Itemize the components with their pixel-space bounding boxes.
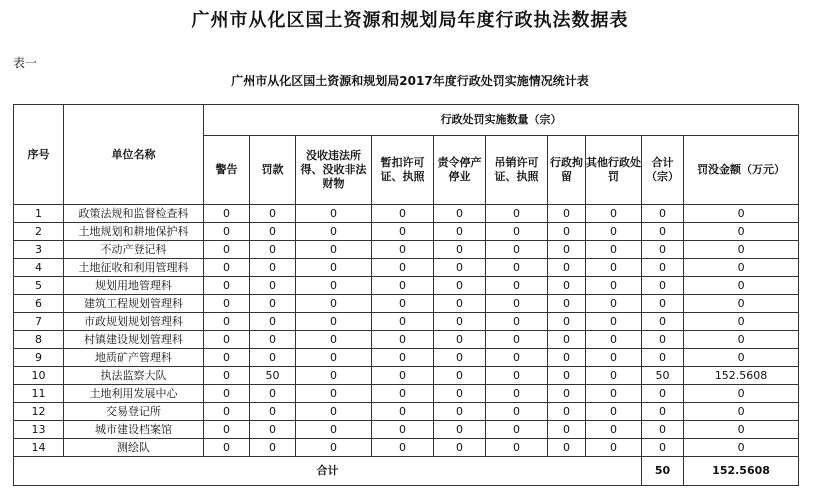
- row-value: 0: [548, 403, 586, 421]
- row-value: 0: [296, 403, 372, 421]
- row-value: 0: [486, 241, 548, 259]
- row-value: 0: [548, 385, 586, 403]
- row-value: 0: [642, 295, 684, 313]
- row-value: 0: [434, 241, 486, 259]
- row-value: 0: [434, 385, 486, 403]
- row-value: 0: [204, 331, 250, 349]
- row-value: 0: [548, 223, 586, 241]
- row-value: 0: [642, 331, 684, 349]
- header-total-count: 合计（宗）: [642, 136, 684, 205]
- table-row: [14, 313, 799, 331]
- row-value: 0: [586, 277, 642, 295]
- row-value: 0: [204, 241, 250, 259]
- row-value: 0: [586, 313, 642, 331]
- row-value: 0: [684, 259, 799, 277]
- table-row: [14, 295, 799, 313]
- row-value: 0: [684, 421, 799, 439]
- row-value: 0: [250, 421, 296, 439]
- row-value: 0: [684, 403, 799, 421]
- row-unit-name: 交易登记所: [64, 403, 204, 421]
- table-label: 表一: [13, 56, 38, 70]
- table-row: [14, 403, 799, 421]
- row-value: 0: [642, 277, 684, 295]
- row-index: 10: [14, 367, 64, 385]
- row-unit-name: 地质矿产管理科: [64, 349, 204, 367]
- row-value: 0: [296, 331, 372, 349]
- row-value: 0: [296, 259, 372, 277]
- table-row: [14, 277, 799, 295]
- row-value: 0: [586, 241, 642, 259]
- row-index: 2: [14, 223, 64, 241]
- row-value: 0: [250, 259, 296, 277]
- row-value: 0: [486, 331, 548, 349]
- row-value: 0: [372, 439, 434, 457]
- row-unit-name: 土地规划和耕地保护科: [64, 223, 204, 241]
- row-value: 0: [204, 313, 250, 331]
- row-value: 0: [250, 385, 296, 403]
- table-title: 广州市从化区国土资源和规划局2017年度行政处罚实施情况统计表: [231, 74, 589, 88]
- row-value: 0: [372, 295, 434, 313]
- header-other-penalty: 其他行政处罚: [586, 136, 642, 205]
- row-value: 0: [642, 313, 684, 331]
- row-index: 13: [14, 421, 64, 439]
- row-value: 50: [250, 367, 296, 385]
- row-value: 0: [486, 439, 548, 457]
- table-row: [14, 241, 799, 259]
- row-value: 0: [548, 349, 586, 367]
- row-value: 0: [250, 295, 296, 313]
- row-value: 0: [486, 223, 548, 241]
- row-unit-name: 土地征收和利用管理科: [64, 259, 204, 277]
- row-value: 0: [434, 277, 486, 295]
- row-value: 50: [642, 367, 684, 385]
- total-label: 合计: [14, 457, 642, 486]
- row-value: 0: [486, 385, 548, 403]
- table-row: [14, 385, 799, 403]
- row-value: 0: [434, 421, 486, 439]
- table-row: [14, 349, 799, 367]
- row-index: 12: [14, 403, 64, 421]
- row-value: 0: [642, 403, 684, 421]
- row-value: 0: [642, 439, 684, 457]
- row-value: 0: [434, 439, 486, 457]
- row-index: 11: [14, 385, 64, 403]
- row-value: 0: [434, 205, 486, 223]
- row-value: 0: [372, 349, 434, 367]
- row-value: 0: [586, 349, 642, 367]
- row-value: 0: [642, 349, 684, 367]
- row-value: 0: [586, 403, 642, 421]
- row-value: 0: [642, 223, 684, 241]
- row-value: 0: [204, 421, 250, 439]
- row-value: 0: [250, 331, 296, 349]
- row-value: 0: [434, 349, 486, 367]
- table-row: [14, 367, 799, 385]
- row-value: 0: [548, 367, 586, 385]
- row-value: 0: [548, 439, 586, 457]
- row-value: 0: [250, 205, 296, 223]
- row-unit-name: 测绘队: [64, 439, 204, 457]
- header-license-suspension: 暂扣许可证、执照: [372, 136, 434, 205]
- total-count: 50: [642, 457, 684, 486]
- row-value: 0: [372, 205, 434, 223]
- row-value: 0: [204, 223, 250, 241]
- row-value: 0: [296, 295, 372, 313]
- row-value: 0: [204, 439, 250, 457]
- row-value: 0: [372, 421, 434, 439]
- row-value: 0: [548, 277, 586, 295]
- penalty-statistics-table: [13, 104, 799, 486]
- row-value: 0: [296, 349, 372, 367]
- row-value: 0: [684, 349, 799, 367]
- row-value: 0: [486, 295, 548, 313]
- row-unit-name: 城市建设档案馆: [64, 421, 204, 439]
- row-index: 8: [14, 331, 64, 349]
- row-value: 0: [250, 349, 296, 367]
- row-value: 0: [250, 277, 296, 295]
- row-value: 0: [586, 259, 642, 277]
- row-value: 0: [548, 205, 586, 223]
- row-value: 0: [586, 295, 642, 313]
- row-value: 0: [204, 349, 250, 367]
- row-unit-name: 土地利用发展中心: [64, 385, 204, 403]
- row-value: 0: [204, 367, 250, 385]
- row-value: 0: [250, 439, 296, 457]
- row-value: 0: [684, 205, 799, 223]
- row-value: 0: [296, 421, 372, 439]
- row-value: 0: [434, 331, 486, 349]
- row-index: 6: [14, 295, 64, 313]
- table-row: [14, 259, 799, 277]
- row-value: 152.5608: [684, 367, 799, 385]
- row-value: 0: [372, 331, 434, 349]
- row-value: 0: [684, 241, 799, 259]
- table-row: [14, 205, 799, 223]
- row-value: 0: [372, 403, 434, 421]
- row-value: 0: [586, 421, 642, 439]
- header-production-halt: 责令停产停业: [434, 136, 486, 205]
- row-value: 0: [296, 367, 372, 385]
- row-value: 0: [372, 313, 434, 331]
- row-unit-name: 村镇建设规划管理科: [64, 331, 204, 349]
- row-value: 0: [250, 223, 296, 241]
- table-row: [14, 421, 799, 439]
- header-index: 序号: [14, 105, 64, 205]
- header-unit-name: 单位名称: [64, 105, 204, 205]
- row-value: 0: [486, 367, 548, 385]
- row-value: 0: [486, 259, 548, 277]
- row-value: 0: [586, 205, 642, 223]
- row-value: 0: [684, 331, 799, 349]
- row-value: 0: [548, 241, 586, 259]
- header-amount: 罚没金额（万元）: [684, 136, 799, 205]
- header-detention: 行政拘留: [548, 136, 586, 205]
- row-value: 0: [372, 385, 434, 403]
- row-value: 0: [296, 277, 372, 295]
- row-value: 0: [586, 223, 642, 241]
- row-value: 0: [486, 205, 548, 223]
- table-row: [14, 331, 799, 349]
- header-license-revocation: 吊销许可证、执照: [486, 136, 548, 205]
- row-value: 0: [372, 241, 434, 259]
- row-value: 0: [434, 259, 486, 277]
- row-value: 0: [548, 313, 586, 331]
- row-value: 0: [250, 313, 296, 331]
- row-value: 0: [642, 259, 684, 277]
- row-index: 5: [14, 277, 64, 295]
- row-value: 0: [434, 403, 486, 421]
- row-index: 1: [14, 205, 64, 223]
- row-unit-name: 市政规划规划管理科: [64, 313, 204, 331]
- page-title: 广州市从化区国土资源和规划局年度行政执法数据表: [191, 10, 629, 31]
- row-value: 0: [548, 331, 586, 349]
- row-value: 0: [434, 223, 486, 241]
- row-value: 0: [684, 295, 799, 313]
- row-value: 0: [204, 205, 250, 223]
- row-value: 0: [684, 313, 799, 331]
- header-fine: 罚款: [250, 136, 296, 205]
- row-value: 0: [372, 367, 434, 385]
- row-value: 0: [296, 241, 372, 259]
- row-value: 0: [434, 367, 486, 385]
- row-value: 0: [548, 295, 586, 313]
- header-penalty-count-group: 行政处罚实施数量（宗）: [204, 105, 799, 136]
- row-value: 0: [372, 277, 434, 295]
- row-value: 0: [204, 295, 250, 313]
- row-value: 0: [684, 223, 799, 241]
- row-value: 0: [372, 223, 434, 241]
- row-value: 0: [434, 313, 486, 331]
- row-value: 0: [204, 259, 250, 277]
- row-unit-name: 不动产登记科: [64, 241, 204, 259]
- header-confiscation: 没收违法所得、没收非法财物: [296, 136, 372, 205]
- row-value: 0: [372, 259, 434, 277]
- row-value: 0: [486, 313, 548, 331]
- row-value: 0: [486, 421, 548, 439]
- row-value: 0: [684, 439, 799, 457]
- row-value: 0: [296, 205, 372, 223]
- row-value: 0: [586, 385, 642, 403]
- row-value: 0: [486, 403, 548, 421]
- row-value: 0: [548, 259, 586, 277]
- row-index: 3: [14, 241, 64, 259]
- row-unit-name: 执法监察大队: [64, 367, 204, 385]
- row-value: 0: [296, 385, 372, 403]
- row-value: 0: [642, 205, 684, 223]
- table-row: [14, 223, 799, 241]
- row-value: 0: [204, 385, 250, 403]
- row-value: 0: [486, 277, 548, 295]
- row-unit-name: 规划用地管理科: [64, 277, 204, 295]
- row-unit-name: 政策法规和监督检查科: [64, 205, 204, 223]
- row-value: 0: [250, 241, 296, 259]
- total-amount: 152.5608: [684, 457, 799, 486]
- row-value: 0: [296, 313, 372, 331]
- row-value: 0: [204, 403, 250, 421]
- row-value: 0: [548, 421, 586, 439]
- row-value: 0: [250, 403, 296, 421]
- row-value: 0: [434, 295, 486, 313]
- row-value: 0: [684, 277, 799, 295]
- row-index: 14: [14, 439, 64, 457]
- row-value: 0: [642, 385, 684, 403]
- header-warning: 警告: [204, 136, 250, 205]
- row-value: 0: [642, 241, 684, 259]
- total-row: [14, 457, 799, 486]
- row-value: 0: [486, 349, 548, 367]
- row-value: 0: [586, 439, 642, 457]
- row-index: 9: [14, 349, 64, 367]
- row-value: 0: [642, 421, 684, 439]
- table-row: [14, 439, 799, 457]
- row-index: 4: [14, 259, 64, 277]
- row-index: 7: [14, 313, 64, 331]
- row-value: 0: [204, 277, 250, 295]
- row-value: 0: [296, 439, 372, 457]
- row-value: 0: [586, 367, 642, 385]
- row-value: 0: [586, 331, 642, 349]
- row-unit-name: 建筑工程规划管理科: [64, 295, 204, 313]
- row-value: 0: [296, 223, 372, 241]
- row-value: 0: [684, 385, 799, 403]
